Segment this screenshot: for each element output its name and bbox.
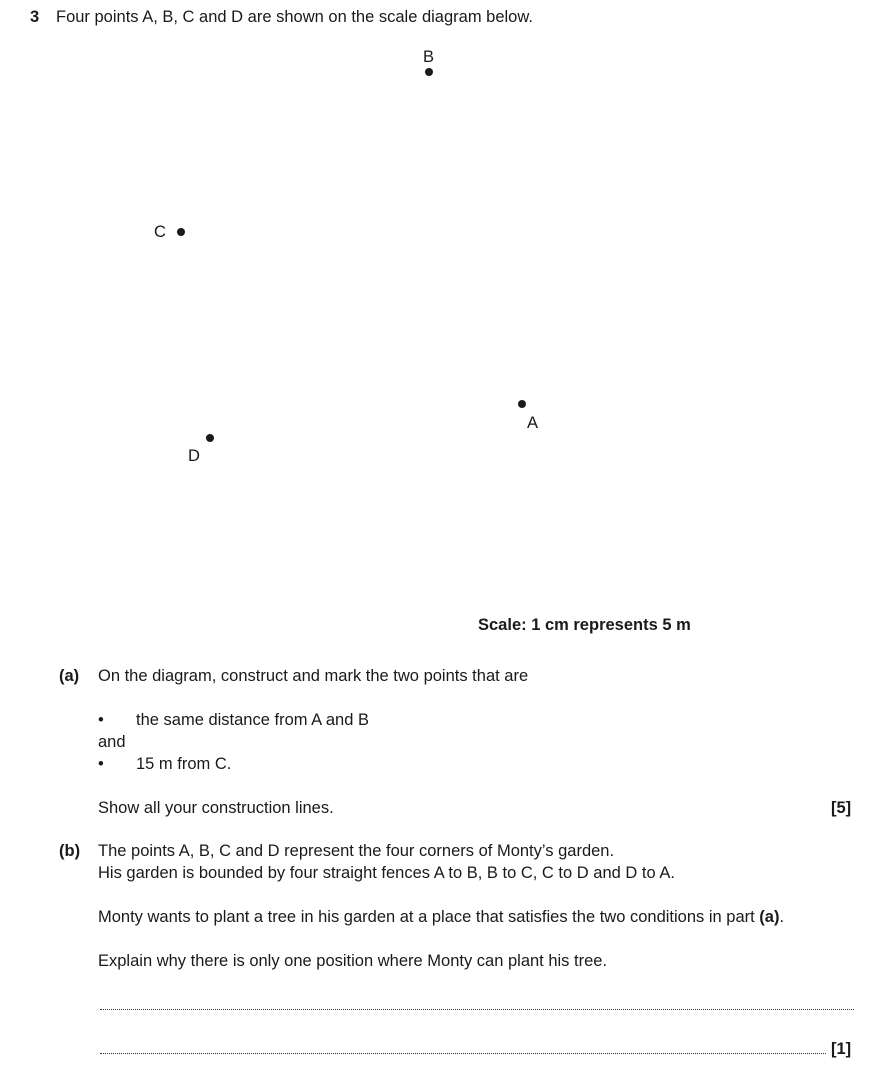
part-a-instruction: Show all your construction lines. <box>98 799 334 817</box>
point-d-dot <box>206 434 214 442</box>
scale-caption: Scale: 1 cm represents 5 m <box>478 616 691 634</box>
point-d-label: D <box>188 447 200 465</box>
part-a-bullet-2: 15 m from C. <box>136 755 232 773</box>
question-number: 3 <box>30 8 40 26</box>
part-a-marks: [5] <box>831 799 852 817</box>
part-a-connector: and <box>98 733 126 751</box>
part-a-bullet-1: the same distance from A and B <box>136 711 369 729</box>
part-b-line-2: His garden is bounded by four straight fences A to B, B to C, C to D and D to A. <box>98 864 675 882</box>
answer-line-2[interactable] <box>100 1053 826 1054</box>
part-a-label: (a) <box>59 667 80 685</box>
point-c-dot <box>177 228 185 236</box>
part-b-line-3-ref: (a) <box>759 908 780 926</box>
part-b-marks: [1] <box>831 1040 852 1058</box>
point-b-label: B <box>423 48 435 66</box>
part-b-label: (b) <box>59 842 81 860</box>
part-b-line-3-end: . <box>779 908 785 926</box>
point-b-dot <box>425 68 433 76</box>
point-a-label: A <box>527 414 539 432</box>
part-b-line-4: Explain why there is only one position where Monty can plant his tree. <box>98 952 608 970</box>
answer-line-1[interactable] <box>100 1009 854 1010</box>
part-b-line-3-text: Monty wants to plant a tree in his garden at a place that satisfies the two conditions in part <box>98 908 760 926</box>
point-a-dot <box>518 400 526 408</box>
point-c-label: C <box>154 223 166 241</box>
part-b-line-1: The points A, B, C and D represent the four corners of Monty’s garden. <box>98 842 615 860</box>
bullet-icon: • <box>98 755 104 773</box>
question-intro: Four points A, B, C and D are shown on the scale diagram below. <box>56 8 533 26</box>
part-b-line-3 <box>98 908 784 927</box>
bullet-icon: • <box>98 711 104 729</box>
part-a-text: On the diagram, construct and mark the two points that are <box>98 667 529 685</box>
